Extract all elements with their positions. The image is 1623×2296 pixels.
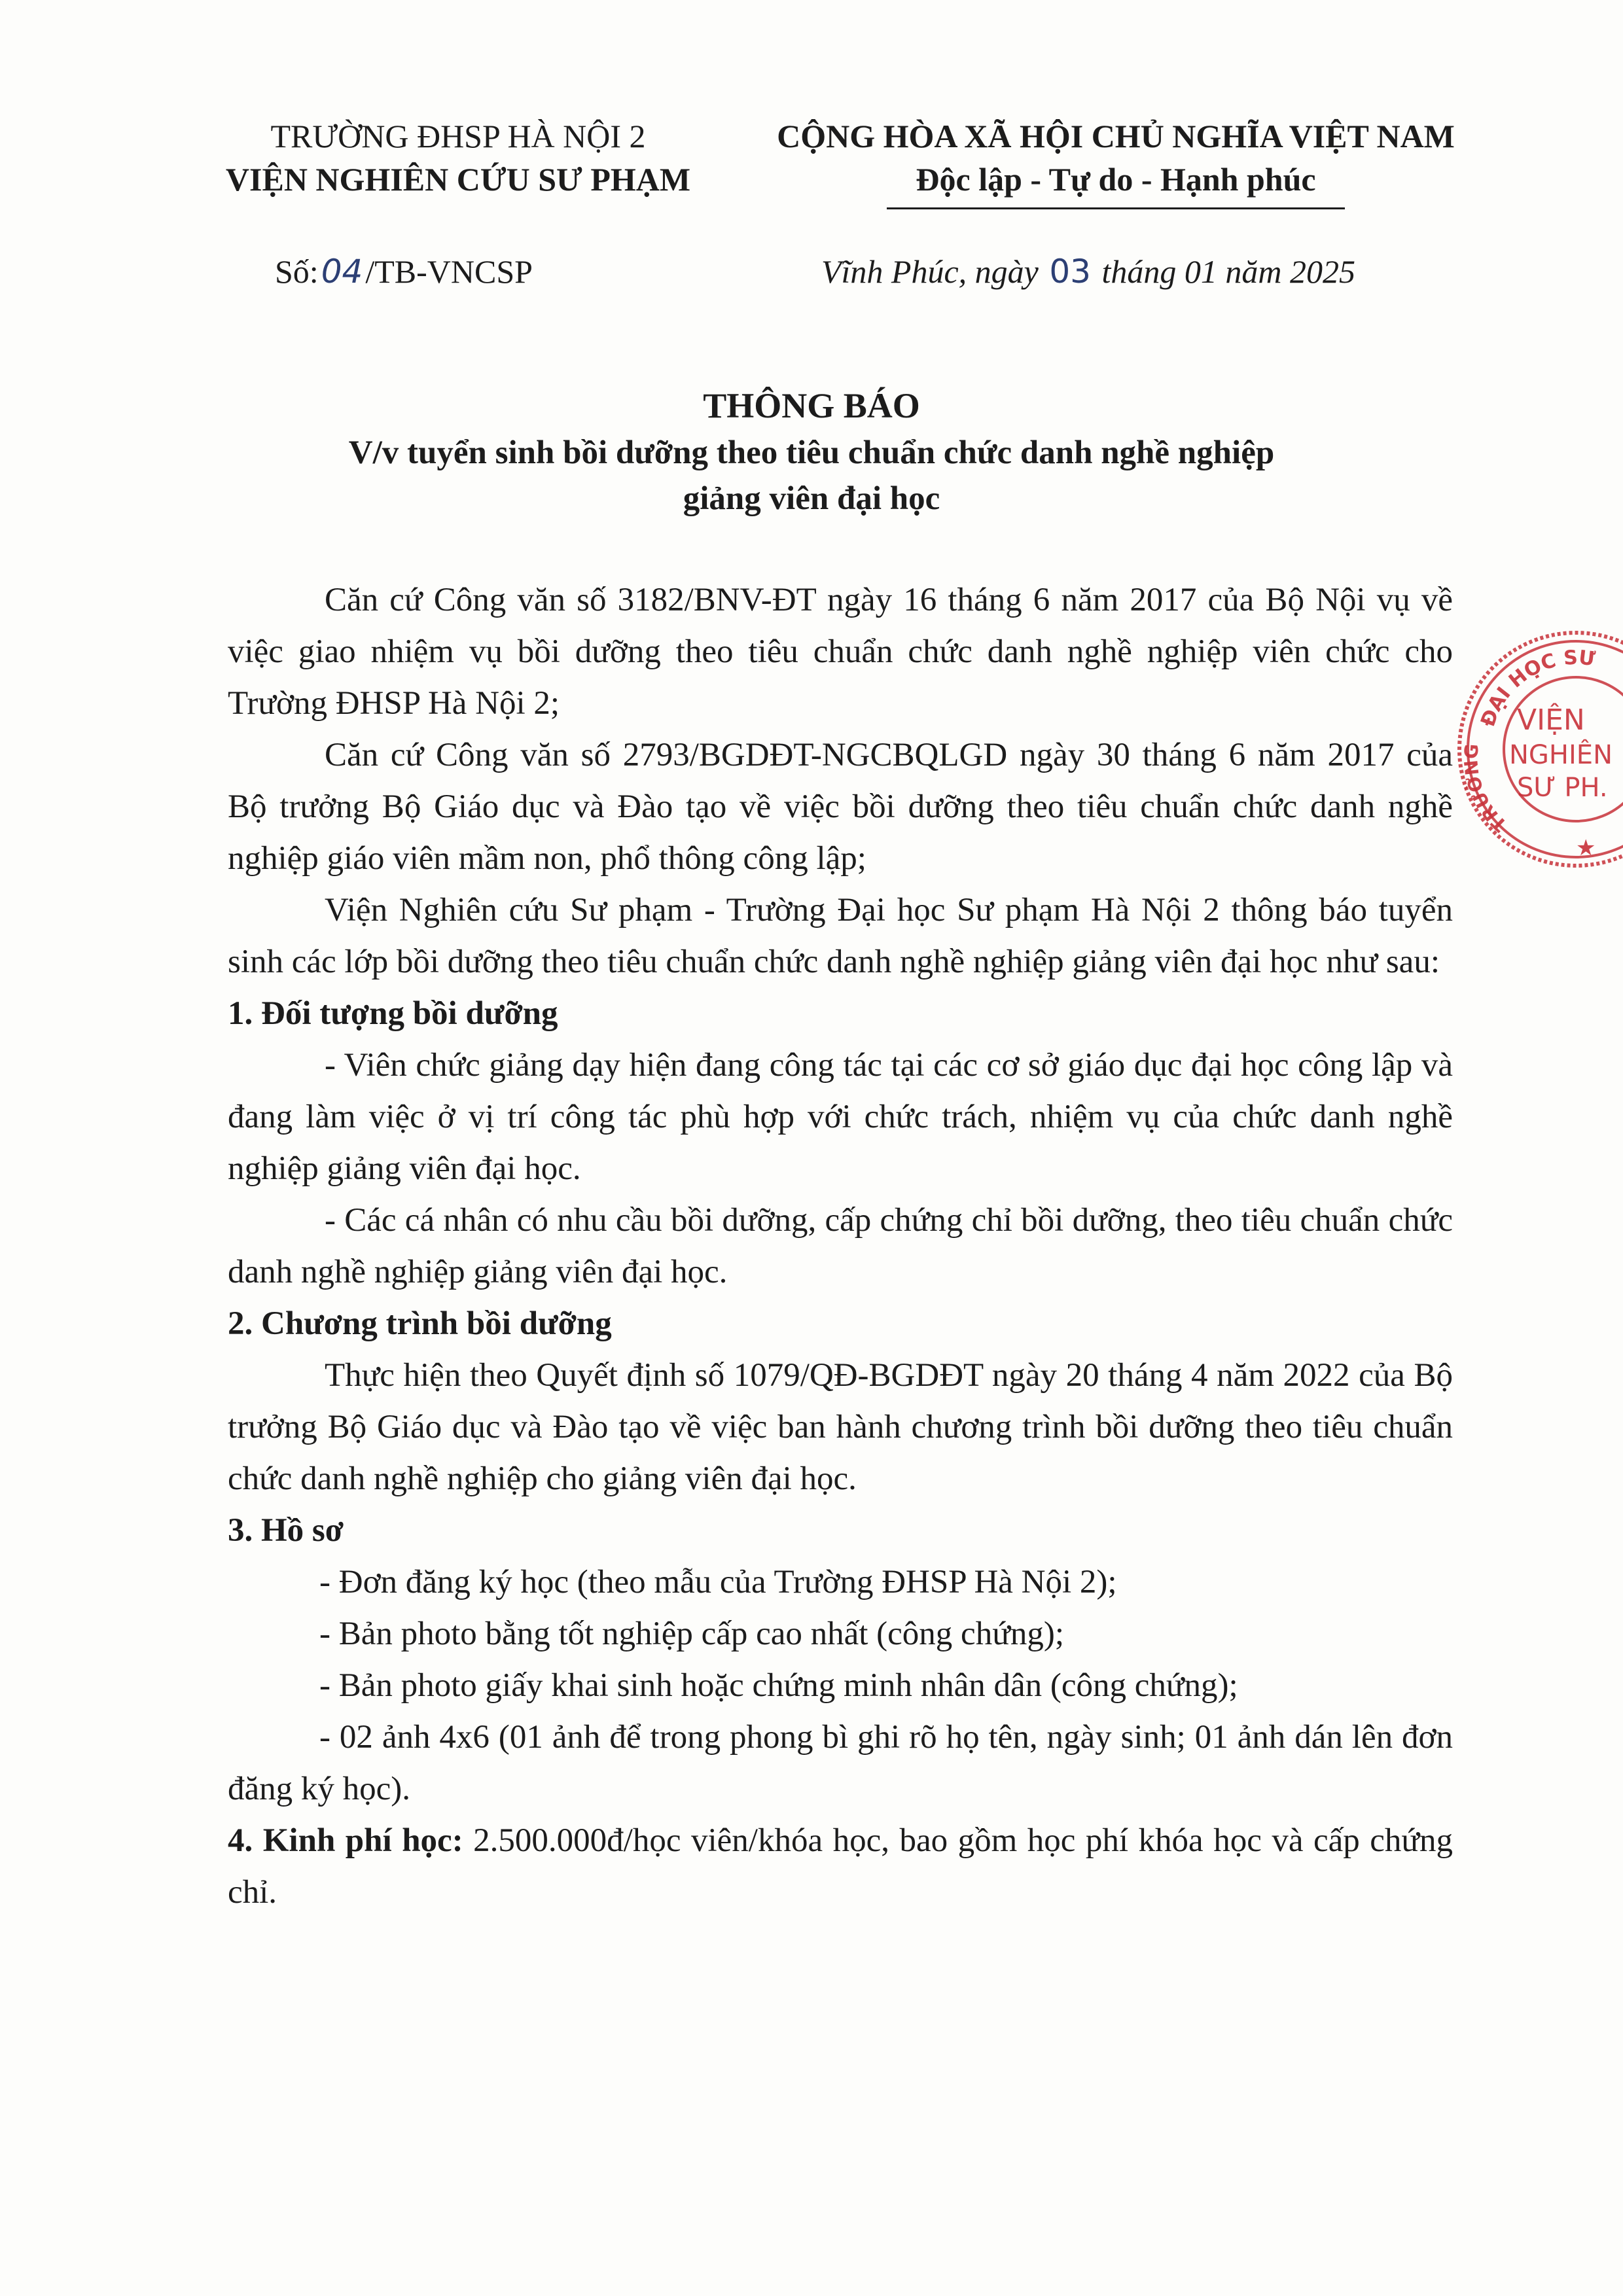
section-1-heading: 1. Đối tượng bồi dưỡng xyxy=(228,995,558,1032)
motto-underline xyxy=(887,207,1345,209)
date-prefix: Vĩnh Phúc, ngày xyxy=(821,253,1039,290)
section-4-text: 2.500.000đ/học viên/khóa học, bao gồm học phí khóa học và cấp chứng chỉ. xyxy=(228,1822,1453,1911)
document-body xyxy=(228,574,1453,1918)
title-main: THÔNG BÁO xyxy=(703,386,920,425)
doc-number-suffix: /TB-VNCSP xyxy=(365,253,533,290)
seal-line-1: VIỆN xyxy=(1517,703,1585,737)
seal-top-text: ĐẠI HỌC SƯ xyxy=(1476,646,1597,730)
document-title xyxy=(196,383,1427,521)
section-3-item: - Bản photo giấy khai sinh hoặc chứng minh nhân dân (công chứng); xyxy=(319,1667,1238,1704)
date-day-handwritten: 03 xyxy=(1049,253,1091,291)
basis-paragraph-2: Căn cứ Công văn số 2793/BGDĐT-NGCBQLGD ngày 30 tháng 6 năm 2017 của Bộ trưởng Bộ Giáo dục và Đào tạo về việc bồi dưỡng theo tiêu chuẩn chức danh nghề nghiệp giáo viên mầm non, phổ thông công lập; xyxy=(228,737,1453,877)
document-number xyxy=(275,252,533,291)
seal-line-3: SƯ PH. xyxy=(1517,773,1608,803)
section-3-item: - 02 ảnh 4x6 (01 ảnh để trong phong bì ghi rõ họ tên, ngày sinh; 01 ảnh dán lên đơn đăng ký học). xyxy=(228,1719,1453,1807)
institute-seal-stamp xyxy=(1452,625,1623,874)
section-1-item: - Viên chức giảng dạy hiện đang công tác tại các cơ sở giáo dục đại học công lập và đang làm việc ở vị trí công tác phù hợp với chức trách, nhiệm vụ của chức danh nghề nghiệp giảng viên đại học. xyxy=(228,1047,1453,1187)
country-name: CỘNG HÒA XÃ HỘI CHỦ NGHĨA VIỆT NAM xyxy=(777,118,1455,154)
doc-number-handwritten: 04 xyxy=(321,253,363,291)
seal-star-icon: ★ xyxy=(1576,835,1596,861)
org-name: VIỆN NGHIÊN CỨU SƯ PHẠM xyxy=(225,161,691,198)
title-subject-line2: giảng viên đại học xyxy=(683,480,940,517)
issuing-organization xyxy=(170,115,746,201)
basis-paragraph-1: Căn cứ Công văn số 3182/BNV-ĐT ngày 16 tháng 6 năm 2017 của Bộ Nội vụ về việc giao nhiệm vụ bồi dưỡng theo tiêu chuẩn chức danh nghề nghiệp viên chức cho Trường ĐHSP Hà Nội 2; xyxy=(228,582,1453,722)
section-4-paragraph xyxy=(228,1815,1453,1918)
date-suffix: tháng 01 năm 2025 xyxy=(1101,253,1355,290)
title-subject-line1: V/v tuyển sinh bồi dưỡng theo tiêu chuẩn chức danh nghề nghiệp xyxy=(348,434,1275,471)
section-3-item: - Bản photo bằng tốt nghiệp cấp cao nhất (công chứng); xyxy=(319,1616,1064,1652)
issue-date xyxy=(821,252,1355,291)
section-2-text: Thực hiện theo Quyết định số 1079/QĐ-BGDĐT ngày 20 tháng 4 năm 2022 của Bộ trưởng Bộ Giáo dục và Đào tạo về việc ban hành chương trình bồi dưỡng theo tiêu chuẩn chức danh nghề nghiệp cho giảng viên đại học. xyxy=(228,1357,1453,1497)
section-4-label: 4. Kinh phí học: xyxy=(228,1822,463,1859)
doc-number-prefix: Số: xyxy=(275,253,319,290)
motto: Độc lập - Tự do - Hạnh phúc xyxy=(916,161,1316,198)
section-3-item: - Đơn đăng ký học (theo mẫu của Trường ĐHSP Hà Nội 2); xyxy=(319,1564,1117,1600)
seal-left-text: TRƯỜNG xyxy=(1460,743,1512,836)
announcement-paragraph: Viện Nghiên cứu Sư phạm - Trường Đại học Sư phạm Hà Nội 2 thông báo tuyển sinh các lớp bồi dưỡng theo tiêu chuẩn chức danh nghề nghiệp giảng viên đại học như sau: xyxy=(228,892,1453,980)
org-parent: TRƯỜNG ĐHSP HÀ NỘI 2 xyxy=(270,118,646,154)
section-3-heading: 3. Hồ sơ xyxy=(228,1512,344,1549)
section-1-item: - Các cá nhân có nhu cầu bồi dưỡng, cấp chứng chỉ bồi dưỡng, theo tiêu chuẩn chức danh nghề nghiệp giảng viên đại học. xyxy=(228,1202,1453,1290)
section-2-heading: 2. Chương trình bồi dưỡng xyxy=(228,1305,612,1342)
national-motto xyxy=(726,115,1505,209)
seal-line-2: NGHIÊN xyxy=(1509,740,1613,770)
